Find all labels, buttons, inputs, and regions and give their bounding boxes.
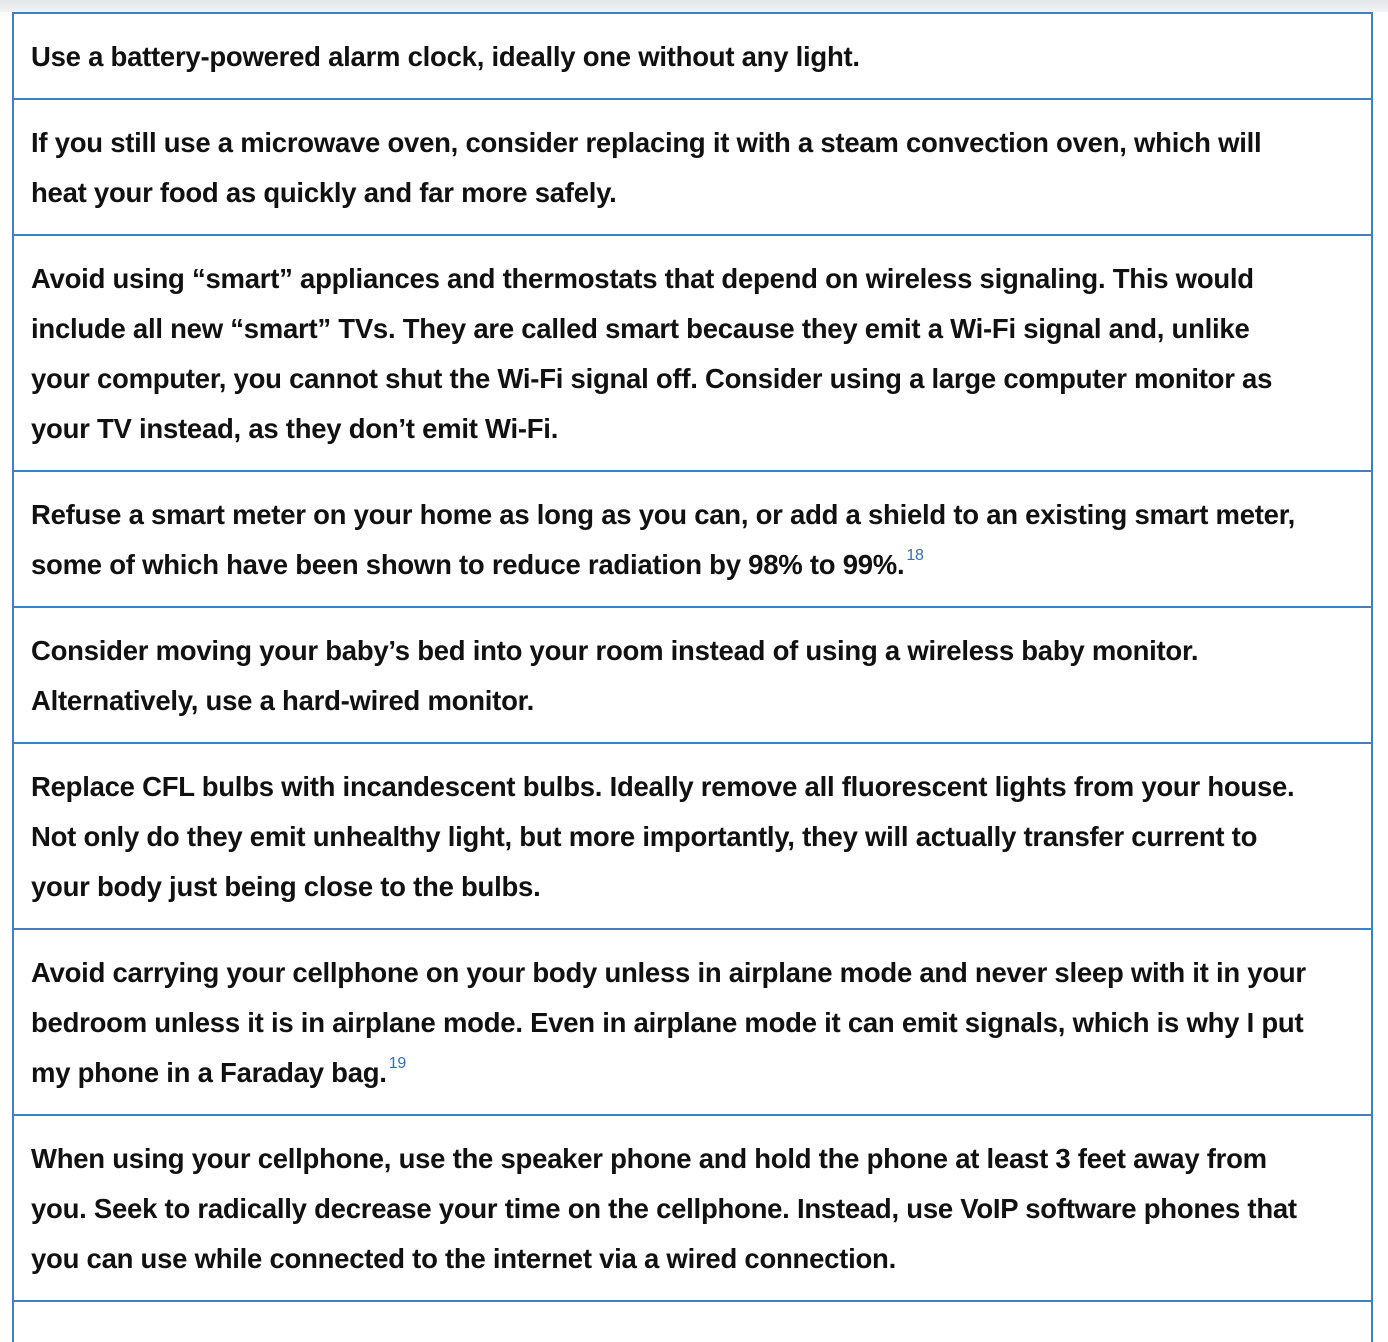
tip-row	[14, 472, 1371, 608]
tip-text: Refuse a smart meter on your home as long as you can, or add a shield to an existing smart meter,	[31, 499, 1296, 530]
tip-text: Avoid carrying your cellphone on your body unless in airplane mode and never sleep with it in your	[31, 957, 1306, 988]
tip-text-line	[31, 168, 1355, 218]
tip-text-line	[31, 812, 1355, 862]
tip-row-partial	[14, 1302, 1371, 1342]
tip-text: Use a battery-powered alarm clock, ideally one without any light.	[31, 41, 860, 72]
tip-text: Alternatively, use a hard-wired monitor.	[31, 685, 534, 716]
tip-text: you. Seek to radically decrease your time on the cellphone. Instead, use VoIP software phones that	[31, 1193, 1297, 1224]
footnote-reference-link[interactable]: 19	[388, 1055, 406, 1072]
tip-row	[14, 1116, 1371, 1302]
tip-row	[14, 100, 1371, 236]
page-top-shade	[0, 0, 1388, 12]
tip-row	[14, 608, 1371, 744]
tip-text-line	[31, 762, 1355, 812]
tip-text-line	[31, 1184, 1355, 1234]
footnote-reference-link[interactable]: 18	[906, 547, 924, 564]
tip-text: you can use while connected to the internet via a wired connection.	[31, 1243, 896, 1274]
tip-text: include all new “smart” TVs. They are called smart because they emit a Wi-Fi signal and, unlike	[31, 313, 1250, 344]
tip-text: heat your food as quickly and far more safely.	[31, 177, 617, 208]
tip-row	[14, 744, 1371, 930]
tip-text: Consider moving your baby’s bed into your room instead of using a wireless baby monitor.	[31, 635, 1199, 666]
tip-text: your TV instead, as they don’t emit Wi-Fi.	[31, 413, 559, 444]
tip-text-line	[31, 118, 1355, 168]
tip-text-line	[31, 304, 1355, 354]
tip-text: Not only do they emit unhealthy light, but more importantly, they will actually transfer current to	[31, 821, 1258, 852]
tips-table	[12, 12, 1373, 1342]
tip-text-line	[31, 1234, 1355, 1284]
tip-text-line	[31, 540, 1355, 590]
tip-text-line	[31, 862, 1355, 912]
tip-row	[14, 930, 1371, 1116]
tip-text: Replace CFL bulbs with incandescent bulbs. Ideally remove all fluorescent lights from your house.	[31, 771, 1295, 802]
tip-text-line	[31, 404, 1355, 454]
tip-text: Avoid using “smart” appliances and thermostats that depend on wireless signaling. This would	[31, 263, 1254, 294]
tip-text: When using your cellphone, use the speaker phone and hold the phone at least 3 feet away from	[31, 1143, 1267, 1174]
tip-text: my phone in a Faraday bag.	[31, 1057, 387, 1088]
tip-text: some of which have been shown to reduce radiation by 98% to 99%.	[31, 549, 905, 580]
tip-text-line	[31, 354, 1355, 404]
tip-text-line	[31, 998, 1355, 1048]
tip-text: your computer, you cannot shut the Wi-Fi signal off. Consider using a large computer monitor as	[31, 363, 1273, 394]
tip-text-line	[31, 1134, 1355, 1184]
tip-text-line	[31, 490, 1355, 540]
tip-text-line	[31, 254, 1355, 304]
tip-text-line	[31, 1048, 1355, 1098]
tip-row	[14, 236, 1371, 472]
tip-text-line	[31, 676, 1355, 726]
tip-text-line	[31, 32, 1355, 82]
tip-text: your body just being close to the bulbs.	[31, 871, 541, 902]
tip-text: bedroom unless it is in airplane mode. Even in airplane mode it can emit signals, which is why I put	[31, 1007, 1304, 1038]
tip-text-line	[31, 948, 1355, 998]
tip-text: If you still use a microwave oven, consider replacing it with a steam convection oven, which will	[31, 127, 1262, 158]
tip-text-line	[31, 626, 1355, 676]
tip-row	[14, 14, 1371, 100]
